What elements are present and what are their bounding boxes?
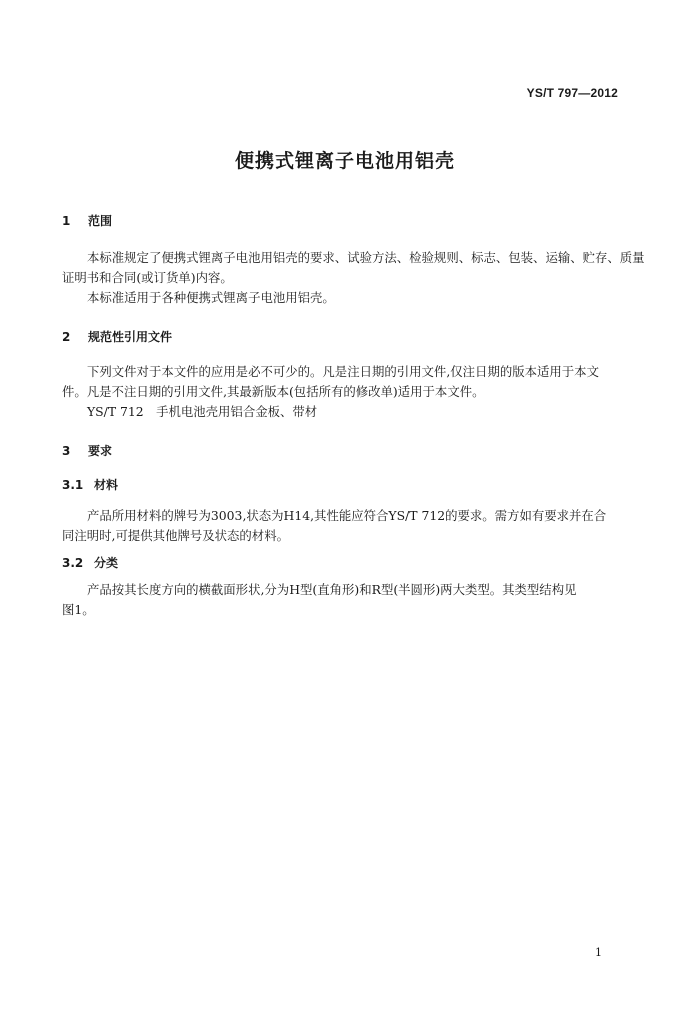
section-1-body bbox=[62, 248, 645, 308]
section-3-1-heading bbox=[62, 476, 118, 493]
section-3-2-heading bbox=[62, 554, 118, 571]
section-2-heading bbox=[62, 328, 172, 345]
paragraph-line: 产品所用材料的牌号为3003,状态为H14,其性能应符合YS/T 712的要求。需方如有要求并在合 bbox=[87, 508, 607, 523]
paragraph-line: 同注明时,可提供其他牌号及状态的材料。 bbox=[62, 528, 289, 543]
paragraph-line: 下列文件对于本文件的应用是必不可少的。凡是注日期的引用文件,仅注日期的版本适用于本文 bbox=[87, 364, 599, 379]
paragraph-line: 本标准适用于各种便携式锂离子电池用铝壳。 bbox=[87, 290, 335, 305]
section-3-1-body bbox=[62, 506, 622, 546]
paragraph-line: 图1。 bbox=[62, 602, 95, 617]
section-number: 3.2 bbox=[62, 556, 84, 570]
section-number: 3 bbox=[62, 444, 71, 458]
section-number: 2 bbox=[62, 330, 71, 344]
reference-item: YS/T 712 手机电池壳用铝合金板、带材 bbox=[87, 404, 318, 419]
section-3-heading bbox=[62, 442, 112, 459]
paragraph-line: 本标准规定了便携式锂离子电池用铝壳的要求、试验方法、检验规则、标志、包装、运输、贮存、质量 bbox=[87, 250, 645, 265]
page-number: 1 bbox=[595, 946, 602, 959]
section-2-body bbox=[62, 362, 622, 422]
section-number: 1 bbox=[62, 214, 71, 228]
section-3-2-body bbox=[62, 580, 622, 620]
standard-code: YS/T 797—2012 bbox=[526, 86, 618, 100]
paragraph-line: 产品按其长度方向的横截面形状,分为H型(直角形)和R型(半圆形)两大类型。其类型结构见 bbox=[87, 582, 577, 597]
paragraph-line: 件。凡是不注日期的引用文件,其最新版本(包括所有的修改单)适用于本文件。 bbox=[62, 384, 485, 399]
document-title: 便携式锂离子电池用铝壳 bbox=[234, 150, 455, 172]
section-1-heading bbox=[62, 212, 112, 229]
section-title: 要求 bbox=[88, 444, 113, 458]
section-title: 范围 bbox=[88, 214, 113, 228]
section-title: 材料 bbox=[94, 478, 119, 492]
section-title: 规范性引用文件 bbox=[88, 330, 173, 344]
section-number: 3.1 bbox=[62, 478, 84, 492]
section-title: 分类 bbox=[94, 556, 119, 570]
paragraph-line: 证明书和合同(或订货单)内容。 bbox=[62, 270, 233, 285]
